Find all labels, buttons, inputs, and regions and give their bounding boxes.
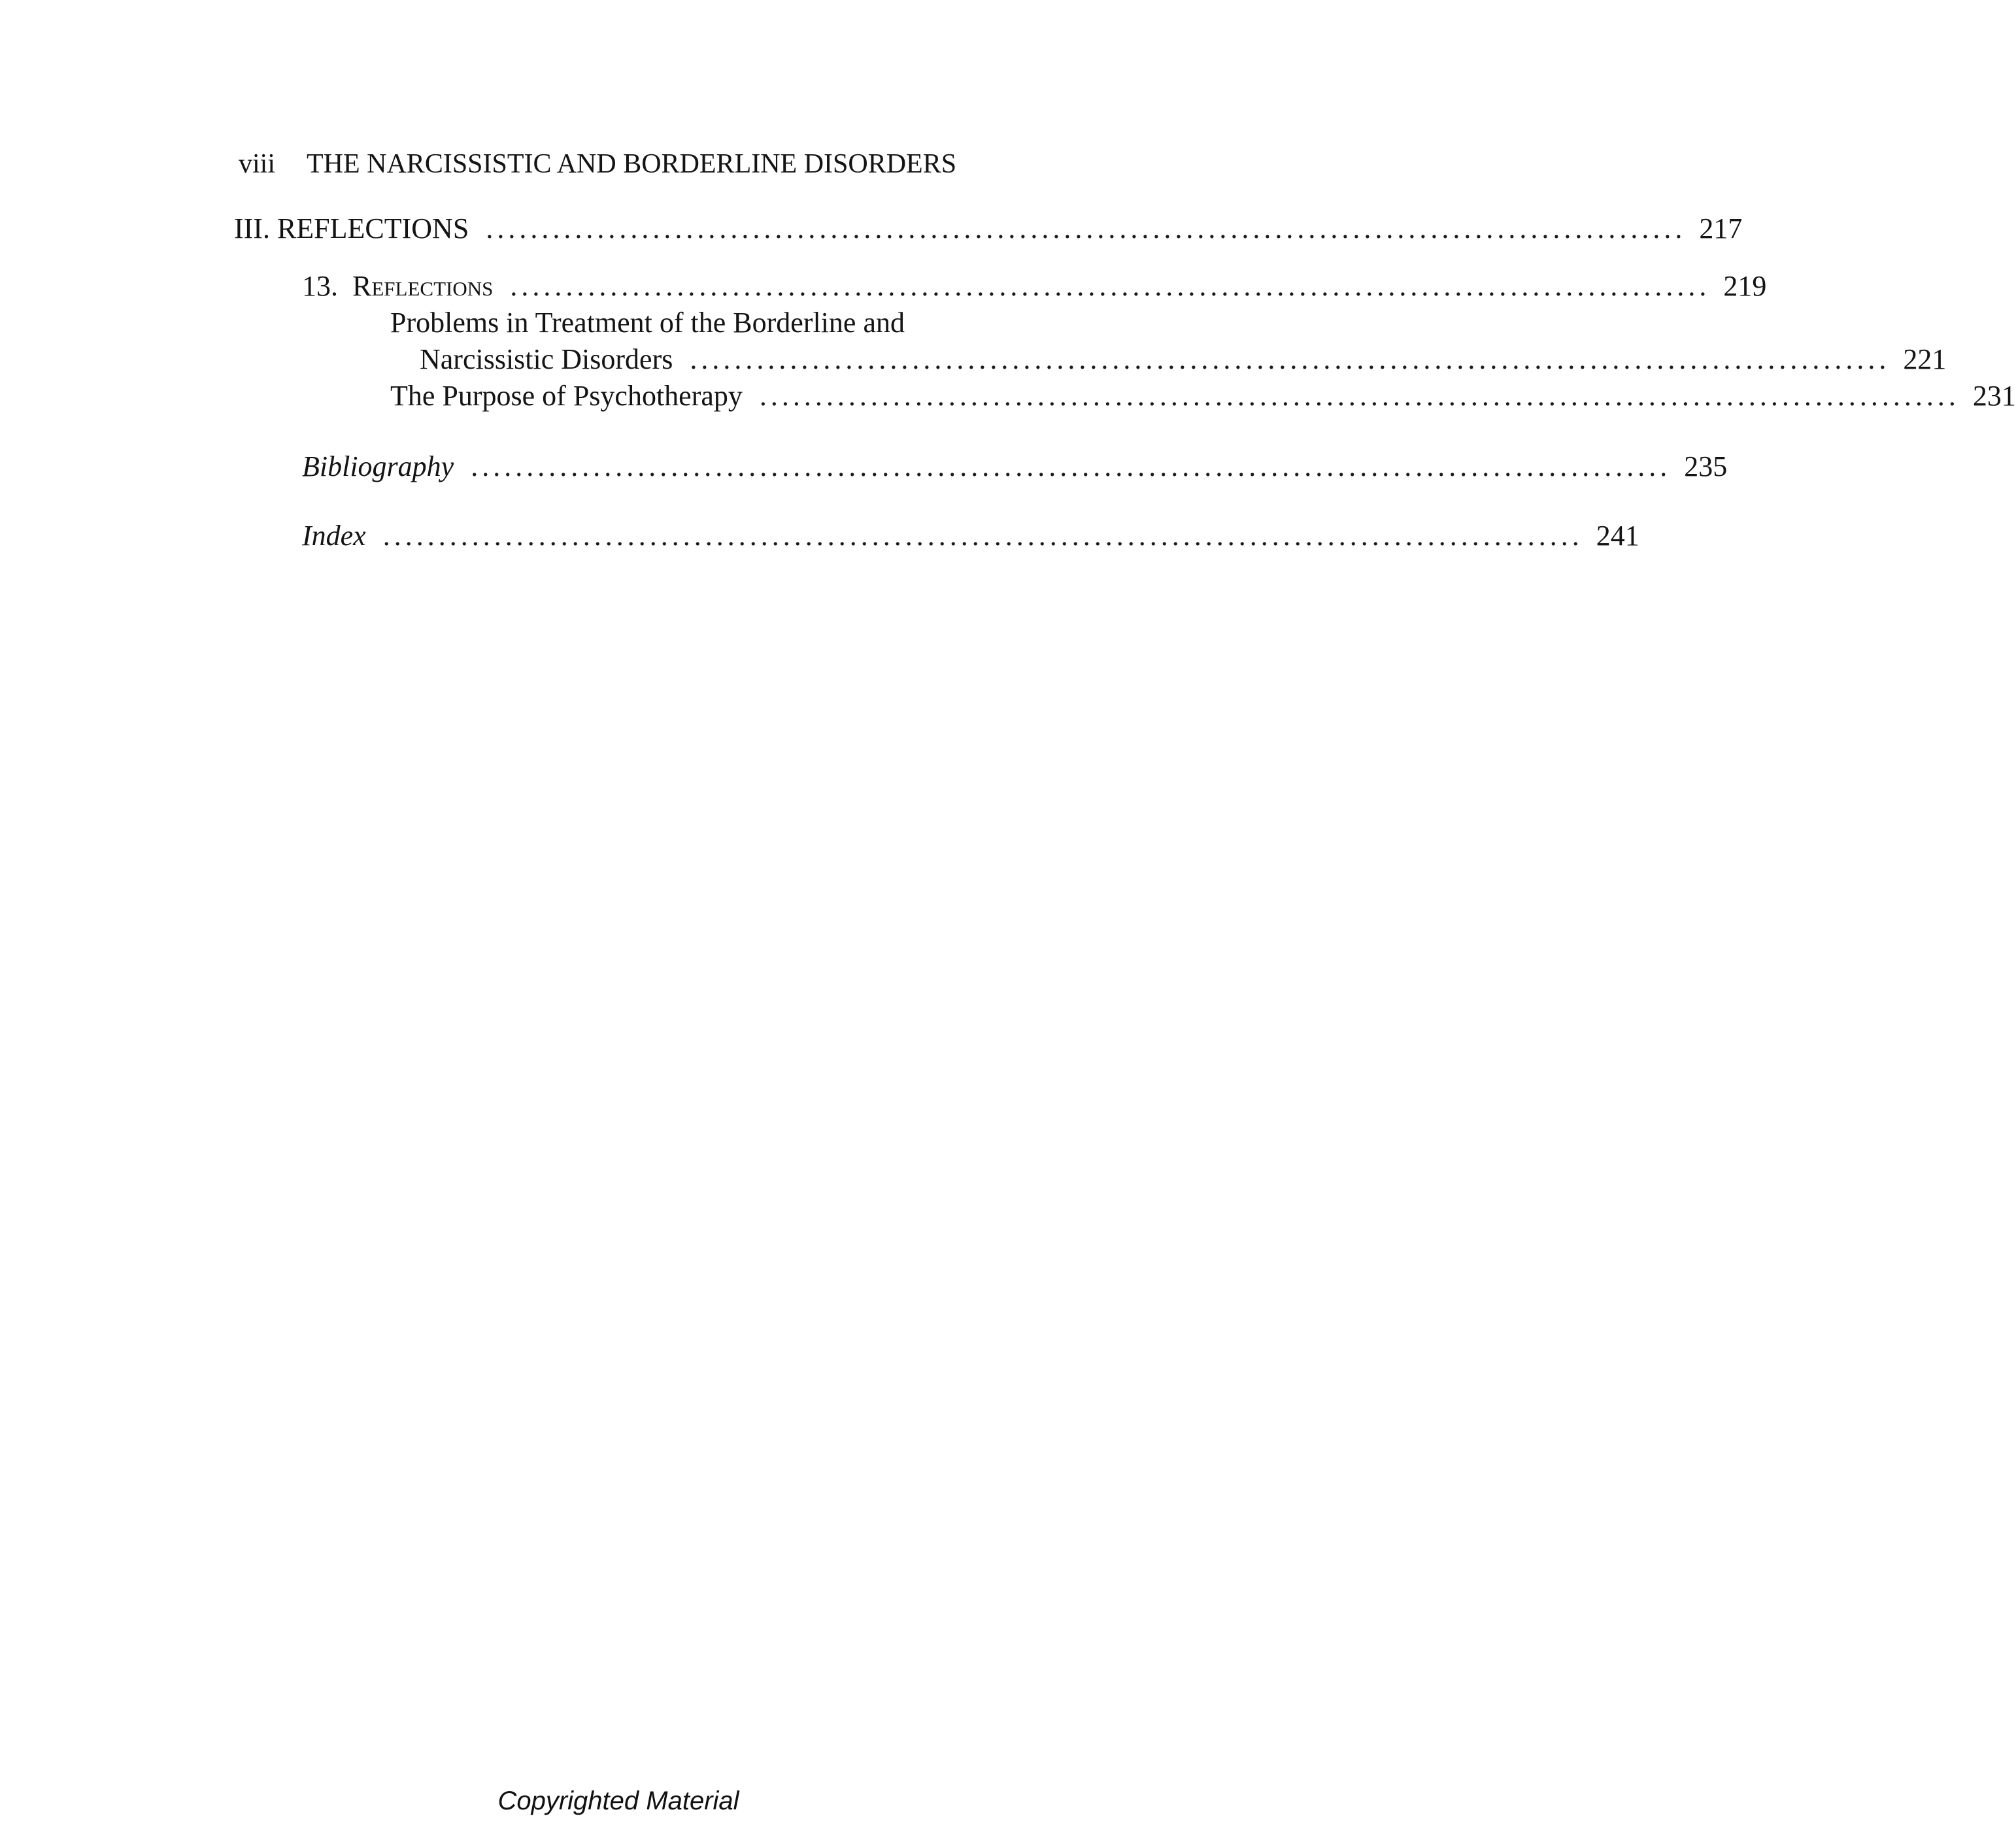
dot-leader: ............................................................................................................	[382, 520, 1583, 552]
running-head	[239, 146, 1101, 182]
copyright-footer: Copyrighted Material	[497, 1787, 739, 1815]
toc-index-title: Index	[302, 520, 366, 552]
toc-page-number: 217	[1699, 212, 1743, 244]
running-head-title: THE NARCISSISTIC AND BORDERLINE DISORDERS	[307, 149, 957, 179]
toc-entry-section-purpose	[390, 378, 2016, 414]
toc-entry-section-problems	[420, 341, 1947, 378]
chapter-title: Reflections	[352, 270, 494, 302]
toc-entry-index	[302, 518, 1639, 554]
toc-page-number: 235	[1684, 450, 1728, 482]
dot-leader: ............................................................................................................	[759, 380, 1960, 412]
toc-page-number: 219	[1723, 270, 1767, 302]
dot-leader: ............................................................................................................	[690, 343, 1890, 375]
dot-leader: ............................................................................................................	[510, 270, 1711, 302]
chapter-number: 13.	[302, 270, 338, 302]
toc-entry-part-iii	[234, 210, 1743, 247]
toc-section-title: The Purpose of Psychotherapy	[390, 380, 743, 412]
toc-bibliography-title: Bibliography	[302, 450, 454, 482]
toc-entry-bibliography	[302, 448, 1728, 485]
toc-section-title-line2: Narcissistic Disorders	[420, 343, 673, 375]
dot-leader: ............................................................................................................	[486, 212, 1687, 244]
toc-section-title-line1: Problems in Treatment of the Borderline and	[390, 307, 905, 339]
toc-page-number: 221	[1903, 343, 1947, 375]
page-folio: viii	[239, 149, 276, 179]
toc-page-number: 241	[1596, 520, 1639, 552]
toc-chapter-title	[302, 268, 493, 305]
toc-part-title: III. REFLECTIONS	[234, 212, 469, 244]
dot-leader: ............................................................................................................	[471, 450, 1672, 482]
toc-entry-chapter-13	[302, 268, 1767, 305]
toc-page-number: 231	[1972, 380, 2016, 412]
